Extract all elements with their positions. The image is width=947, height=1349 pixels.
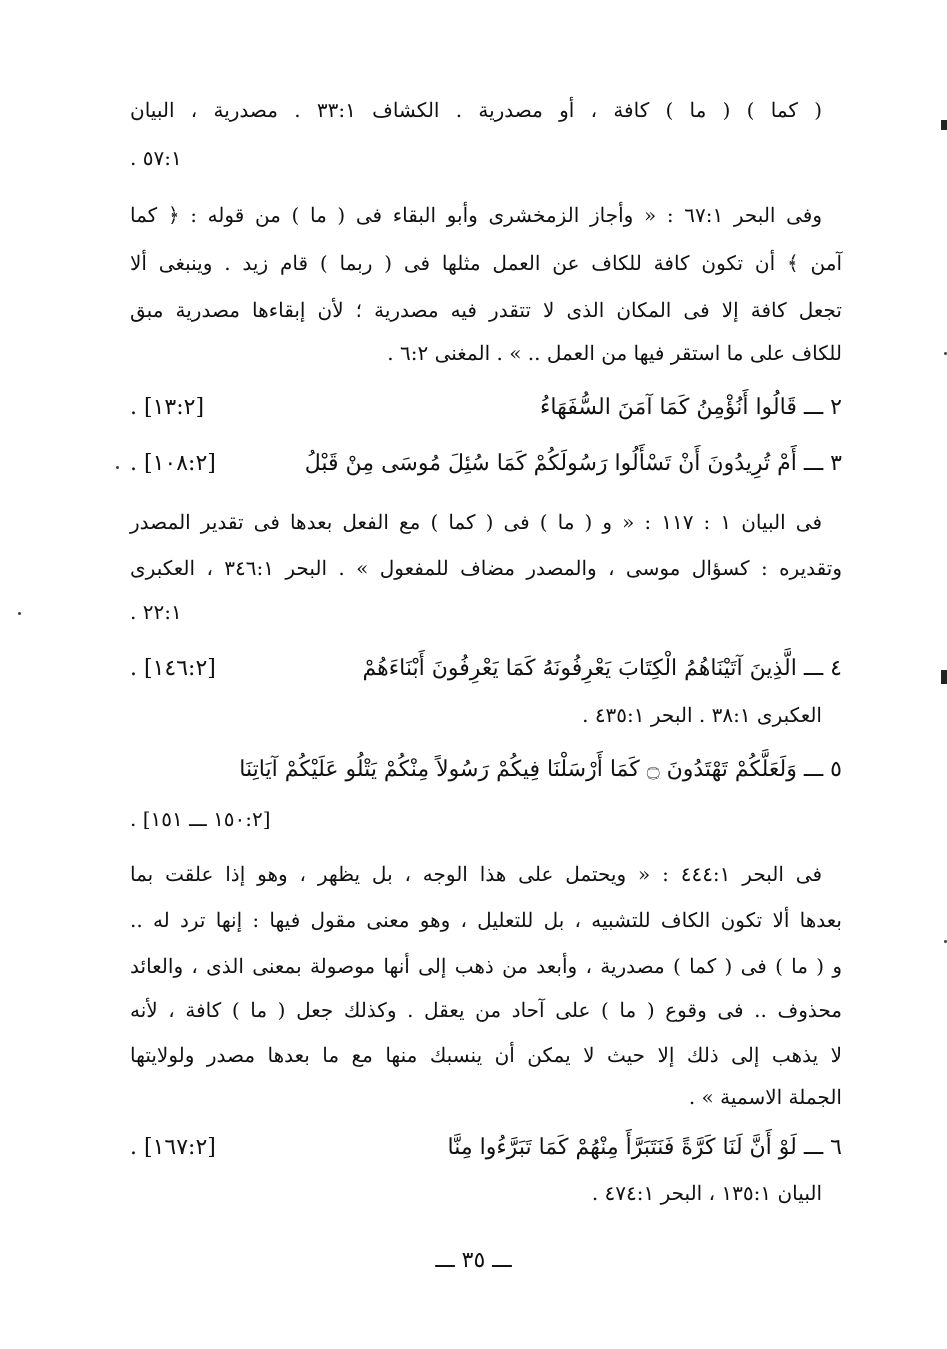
scan-edge-mark: [941, 670, 947, 684]
text-line: الجملة الاسمية » .: [688, 1085, 842, 1109]
text-line: . ٢٢:١: [130, 600, 182, 624]
text-line: فى البحر ٤٤٤:١ : « ويحتمل على هذا الوجه ، بل يظهر ، وهو إذا علقت بما: [130, 862, 822, 886]
verse-note: العكبرى ٣٨:١ . البحر ٤٣٥:١ .: [582, 703, 822, 727]
verse-reference: [١٤٦:٢] .: [130, 656, 216, 681]
text-line: وتقديره : كسؤال موسى ، والمصدر مضاف للمفعول » . البحر ٣٤٦:١ ، العكبرى: [130, 556, 842, 580]
text-line: فى البيان ١ : ١١٧ : « و ( ما ) فى ( كما ) مع الفعل بعدها فى تقدير المصدر: [130, 510, 823, 534]
verse-line: [130, 656, 842, 682]
page-number: ـــ ٣٥ ـــ: [435, 1248, 512, 1273]
text-line: تجعل كافة إلا فى المكان الذى لا تتقدر فيه مصدرية ؛ لأن إبقاءها مصدرية مبق: [130, 298, 842, 322]
scan-speck: [116, 466, 119, 469]
verse-reference: [١٣:٢] .: [130, 395, 205, 420]
verse-note: البيان ١٣٥:١ ، البحر ٤٧٤:١ .: [591, 1181, 822, 1205]
text-line: للكاف على ما استقر فيها من العمل .. » . المغنى ٦:٢ .: [387, 341, 842, 365]
verse-text: ٥ ـــ وَلَعَلَّكُمْ تَهْتَدُونَ ۝ كَمَا أَرْسَلْنَا فِيكُمْ رَسُولاً مِنْكُمْ يَتْلُو عَلَيْكُمْ آيَاتِنَا: [239, 757, 842, 782]
text-line: بعدها ألا تكون الكاف للتشبيه ، بل للتعليل ، وهو معنى مقول فيها : إنها ترد له ..: [130, 908, 843, 932]
verse-text: ٦ ـــ لَوْ أَنَّ لَنَا كَرَّةً فَنَتَبَرَّأَ مِنْهُمْ كَمَا تَبَرَّءُوا مِنَّا: [447, 1135, 842, 1160]
verse-reference: [١٥٠:٢ ـــ ١٥١] .: [130, 807, 271, 831]
scan-edge-mark: [941, 120, 947, 130]
verse-reference: [١٠٨:٢] .: [130, 451, 216, 476]
verse-text: ٣ ـــ أَمْ تُرِيدُونَ أَنْ تَسْأَلُوا رَسُولَكُمْ كَمَا سُئِلَ مُوسَى مِنْ قَبْلُ: [304, 451, 842, 476]
verse-text: ٢ ـــ قَالُوا أَنُؤْمِنُ كَمَا آمَنَ السُّفَهَاءُ: [540, 395, 842, 420]
text-line: . ٥٧:١: [130, 146, 182, 170]
text-line: آمن ﴾ أن تكون كافة للكاف عن العمل مثلها فى ( ربما ) قام زيد . وينبغى ألا: [130, 251, 842, 275]
verse-reference: [١٦٧:٢] .: [130, 1135, 216, 1160]
text-line: ( كما ) ( ما ) كافة ، أو مصدرية . الكشاف ٣٣:١ . مصدرية ، البيان: [130, 98, 822, 122]
scan-speck: [18, 612, 21, 615]
text-line: لا يذهب إلى ذلك إلا حيث لا يمكن أن ينسبك منها مع ما بعدها مصدر ولولايتها: [130, 1043, 842, 1067]
verse-text: ٤ ـــ الَّذِينَ آتَيْنَاهُمُ الْكِتَابَ يَعْرِفُونَهُ كَمَا يَعْرِفُونَ أَبْنَاءَهُمْ: [362, 656, 842, 681]
verse-line: [130, 395, 842, 421]
verse-line: [130, 1135, 842, 1161]
verse-line: [130, 451, 842, 477]
text-line: وفى البحر ٦٧:١ : « وأجاز الزمخشرى وأبو البقاء فى ( ما ) من قوله : ﴿ كما: [130, 203, 823, 227]
text-line: محذوف .. فى وقوع ( ما ) على آحاد من يعقل . وكذلك جعل ( ما ) كافة ، لأنه: [130, 998, 842, 1022]
text-line: و ( ما ) فى ( كما ) مصدرية ، وأبعد من ذهب إلى أنها موصولة بمعنى الذى ، والعائد: [130, 954, 842, 978]
